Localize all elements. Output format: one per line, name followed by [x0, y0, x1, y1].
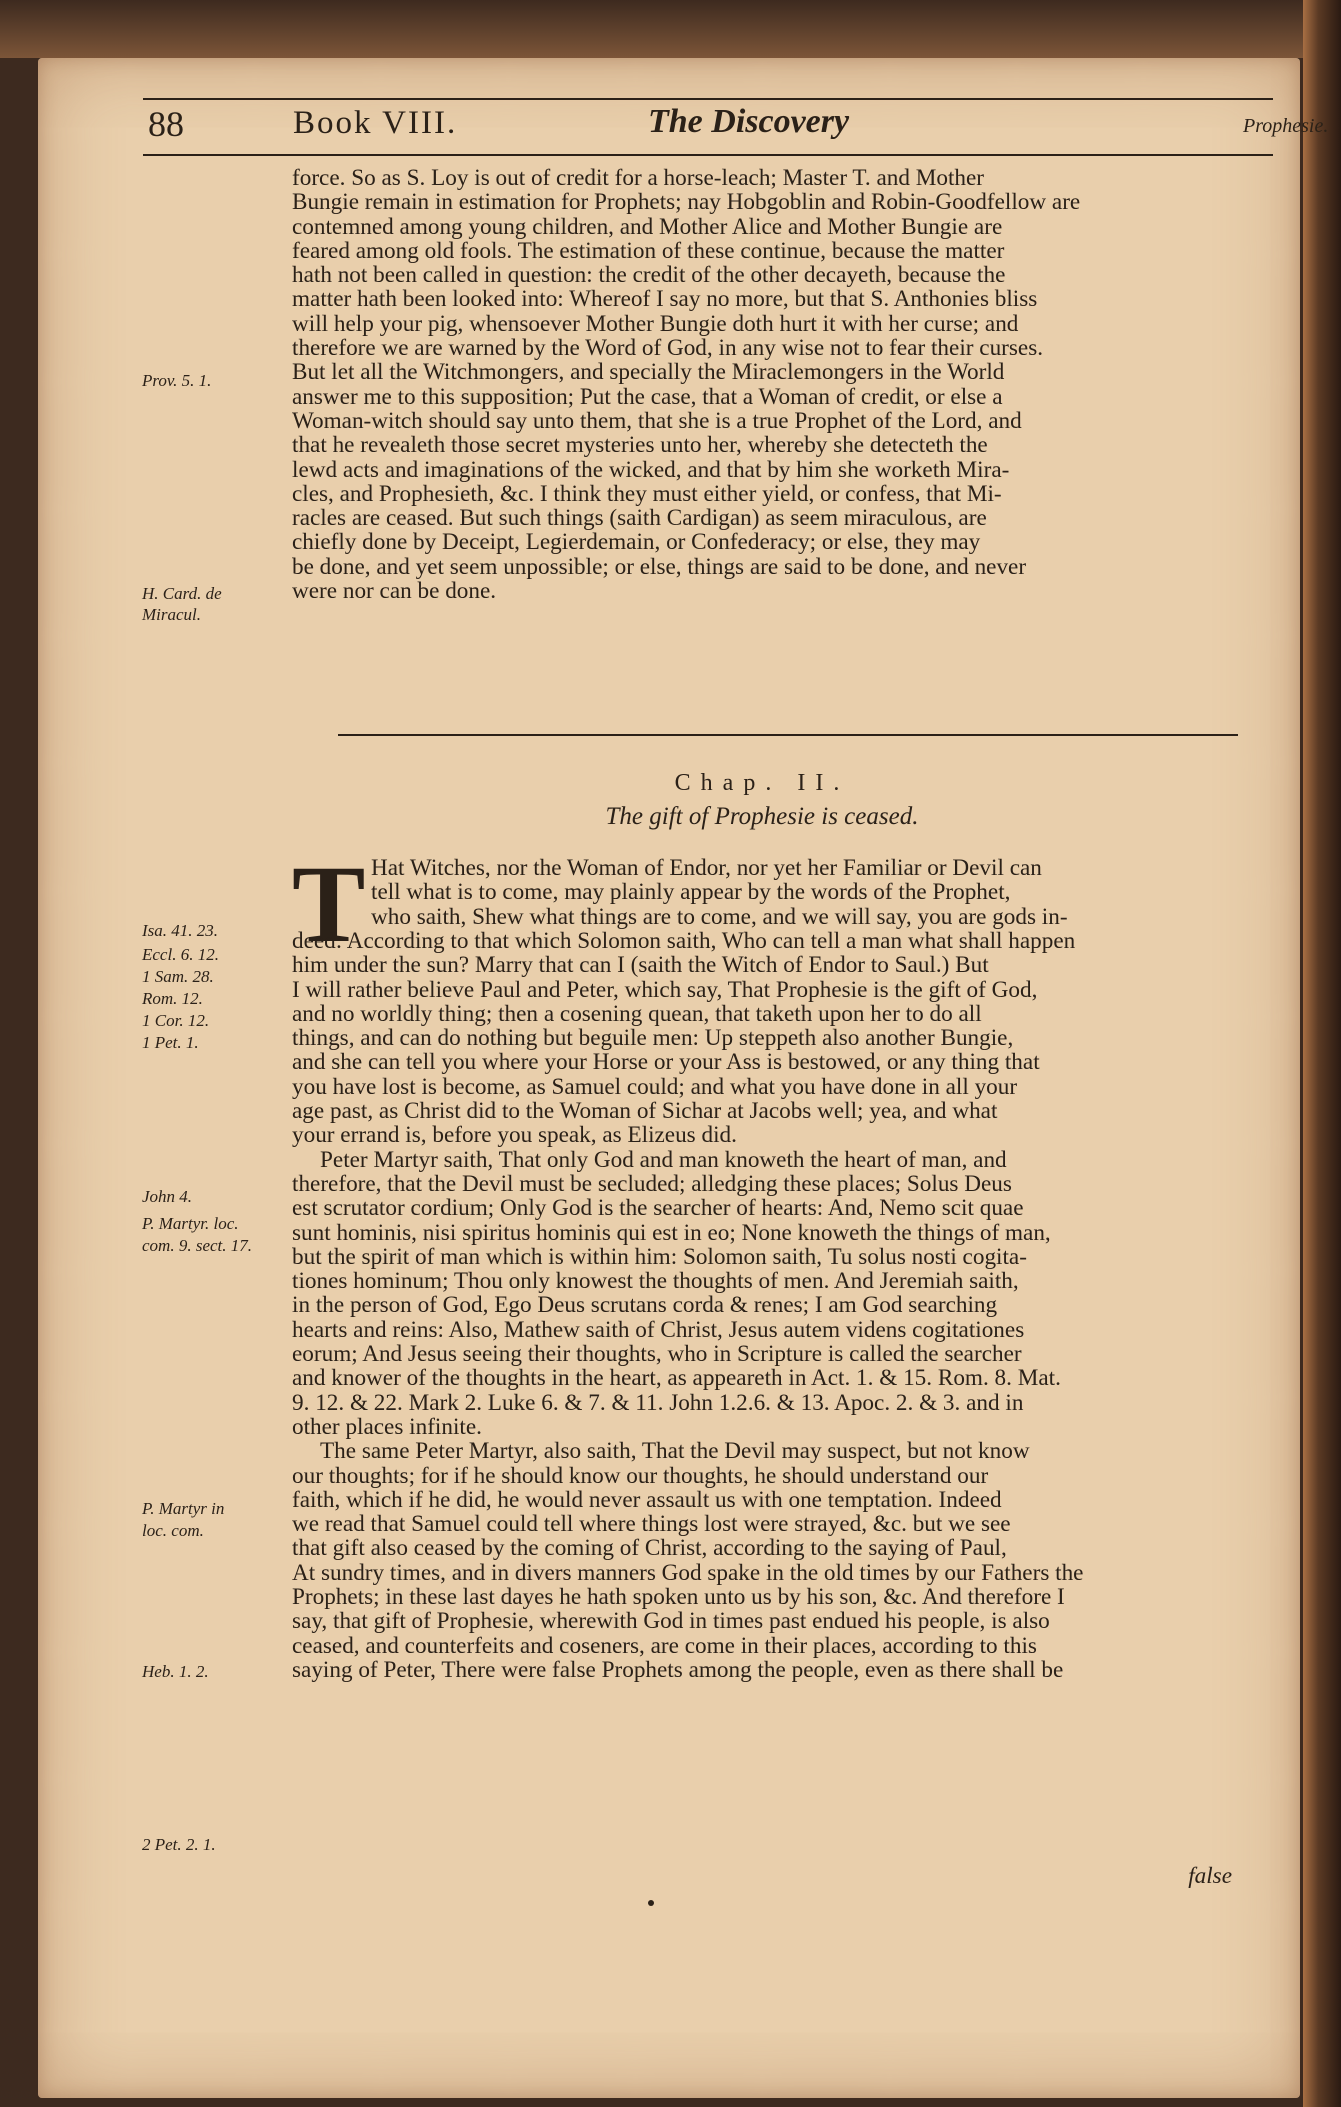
margin-note: 1 Sam. 28.: [142, 967, 214, 986]
text-line: The same Peter Martyr, also saith, That the Devil may suspect, but not know: [320, 1438, 1030, 1465]
margin-note: Miracul.: [142, 605, 202, 624]
text-line: Peter Martyr saith, That only God and man knoweth the heart of man, and: [320, 1146, 1007, 1173]
text-line: him under the sun? Marry that can I (saith the Witch of Endor to Saul.) But: [292, 952, 989, 979]
text-line: racles are ceased. But such things (saith Cardigan) as seem miraculous, are: [292, 505, 987, 532]
margin-note: Isa. 41. 23.: [142, 921, 219, 940]
running-title: The Discovery: [648, 103, 850, 140]
top-paragraph: [292, 166, 1232, 603]
text-line: say, that gift of Prophesie, wherewith God in times past endued his people, is also: [292, 1608, 1050, 1635]
text-line: age past, as Christ did to the Woman of Sichar at Jacobs well; yea, and what: [292, 1098, 998, 1125]
margin-note: Heb. 1. 2.: [142, 1662, 209, 1681]
text-line: that he revealeth those secret mysteries unto her, whereby she detecteth the: [292, 432, 988, 459]
text-line: tell what is to come, may plainly appear by the words of the Prophet,: [371, 879, 1011, 906]
text-line: feared among old fools. The estimation of these continue, because the matter: [292, 237, 1005, 264]
text-line: At sundry times, and in divers manners God spake in the old times by our Fathers the: [292, 1559, 1084, 1586]
text-line: will help your pig, whensoever Mother Bungie doth hurt it with her curse; and: [292, 310, 1019, 337]
text-line: Woman-witch should say unto them, that she is a true Prophet of the Lord, and: [292, 407, 1022, 434]
margin-note: P. Martyr in: [142, 1499, 225, 1518]
margin-note: Prov. 5. 1.: [142, 371, 212, 390]
text-line: eorum; And Jesus seeing their thoughts, who in Scripture is called the searcher: [292, 1341, 1022, 1368]
margin-note: John 4.: [142, 1187, 193, 1206]
margin-note: Eccl. 6. 12.: [142, 945, 219, 964]
margin-note: loc. com.: [142, 1521, 204, 1540]
chapter-heading: Chap. II.: [674, 770, 850, 796]
text-line: ceased, and counterfeits and coseners, are come in their places, according to this: [292, 1632, 1037, 1659]
margin-note: 1 Pet. 1.: [142, 1033, 199, 1052]
text-line: answer me to this supposition; Put the case, that a Woman of credit, or else a: [292, 383, 1003, 410]
text-line: therefore we are warned by the Word of God, in any wise not to fear their curses.: [292, 335, 1044, 362]
drop-cap: T: [292, 843, 366, 965]
margin-note: Rom. 12.: [142, 989, 203, 1008]
scan-top-edge: [0, 0, 1341, 58]
text-line: your errand is, before you speak, as Elizeus did.: [292, 1122, 737, 1149]
header-rule-bottom: [143, 154, 1273, 156]
text-line: hath not been called in question: the credit of the other decayeth, because the: [292, 262, 1006, 289]
margin-note: com. 9. sect. 17.: [142, 1236, 253, 1255]
text-line: other places infinite.: [292, 1413, 482, 1440]
text-line: saying of Peter, There were false Prophets among the people, even as there shall be: [292, 1656, 1064, 1683]
text-line: faith, which if he did, he would never assault us with one temptation. Indeed: [292, 1486, 1002, 1513]
text-line: 9. 12. & 22. Mark 2. Luke 6. & 7. & 11. John 1.2.6. & 13. Apoc. 2. & 3. and in: [292, 1389, 1024, 1416]
text-line: force. So as S. Loy is out of credit for a horse-leach; Master T. and Mother: [292, 165, 984, 191]
main-paragraph: [292, 929, 1232, 1682]
text-line: and no worldly thing; then a cosening quean, that taketh upon her to do all: [292, 1000, 982, 1027]
book-page: [38, 58, 1329, 2098]
running-head-right: Prophesie.: [1243, 115, 1329, 137]
text-line: who saith, Shew what things are to come, and we will say, you are gods in-: [371, 903, 1068, 930]
text-line: therefore, that the Devil must be secluded; alledging these places; Solus Deus: [292, 1170, 1012, 1197]
text-line: in the person of God, Ego Deus scrutans corda & renes; I am God searching: [292, 1292, 998, 1319]
text-line: tiones hominum; Thou only knowest the thoughts of men. And Jeremiah saith,: [292, 1268, 1019, 1295]
text-line: our thoughts; for if he should know our thoughts, he should understand our: [292, 1462, 989, 1489]
margin-note: 1 Cor. 12.: [142, 1011, 210, 1030]
header-rule-top: [143, 98, 1273, 100]
text-line: est scrutator cordium; Only God is the searcher of hearts: And, Nemo scit quae: [292, 1195, 1024, 1222]
chapter-subtitle: The gift of Prophesie is ceased.: [605, 803, 919, 830]
text-line: you have lost is become, as Samuel could; and what you have done in all your: [292, 1073, 1018, 1100]
text-line: contemned among young children, and Mother Alice and Mother Bungie are: [292, 213, 1003, 240]
text-line: were nor can be done.: [292, 578, 497, 605]
text-line: But let all the Witchmongers, and specially the Miraclemongers in the World: [292, 359, 1005, 386]
scan-right-edge: [1303, 0, 1341, 2107]
text-line: but the spirit of man which is within him: Solomon saith, Tu solus nosti cogita-: [292, 1243, 1027, 1270]
text-line: Bungie remain in estimation for Prophets; nay Hobgoblin and Robin-Goodfellow are: [292, 189, 1081, 216]
main-paragraph-start: [371, 856, 1232, 929]
catchword: false: [1188, 1863, 1232, 1889]
text-line: sunt hominis, nisi spiritus hominis qui est in eo; None knoweth the things of man,: [292, 1219, 1051, 1246]
text-line: and she can tell you where your Horse or your Ass is bestowed, or any thing that: [292, 1049, 1040, 1076]
text-line: cles, and Prophesieth, &c. I think they must either yield, or confess, that Mi-: [292, 480, 1002, 507]
text-line: be done, and yet seem unpossible; or else, things are said to be done, and never: [292, 553, 1027, 580]
text-line: Prophets; in these last dayes he hath spoken unto us by his son, &c. And therefore I: [292, 1584, 1065, 1611]
text-line: things, and can do nothing but beguile men: Up steppeth also another Bungie,: [292, 1025, 1014, 1052]
text-line: Hat Witches, nor the Woman of Endor, nor yet her Familiar or Devil can: [371, 855, 1042, 881]
text-line: chiefly done by Deceipt, Legierdemain, or Confederacy; or else, they may: [292, 529, 981, 556]
text-line: and knower of the thoughts in the heart, as appeareth in Act. 1. & 15. Rom. 8. Mat.: [292, 1365, 1061, 1392]
text-line: hearts and reins: Also, Mathew saith of Christ, Jesus autem videns cogitationes: [292, 1316, 1025, 1343]
section-divider: [338, 734, 1238, 736]
margin-note: H. Card. de: [142, 584, 222, 603]
text-line: lewd acts and imaginations of the wicked, and that by him she worketh Mira-: [292, 456, 1010, 483]
margin-note: P. Martyr. loc.: [142, 1214, 239, 1233]
text-line: we read that Samuel could tell where things lost were strayed, &c. but we see: [292, 1511, 1011, 1538]
text-line: that gift also ceased by the coming of Christ, according to the saying of Paul,: [292, 1535, 1007, 1562]
book-label: Book VIII.: [293, 105, 458, 141]
ornament-dot: [648, 1900, 654, 1906]
text-line: I will rather believe Paul and Peter, which say, That Prophesie is the gift of God,: [292, 976, 1038, 1003]
text-line: matter hath been looked into: Whereof I say no more, but that S. Anthonies bliss: [292, 286, 1038, 313]
running-header: [148, 103, 1329, 153]
text-line: deed: According to that which Solomon saith, Who can tell a man what shall happen: [292, 928, 1076, 954]
margin-note: 2 Pet. 2. 1.: [142, 1835, 216, 1854]
page-number: 88: [148, 104, 184, 144]
